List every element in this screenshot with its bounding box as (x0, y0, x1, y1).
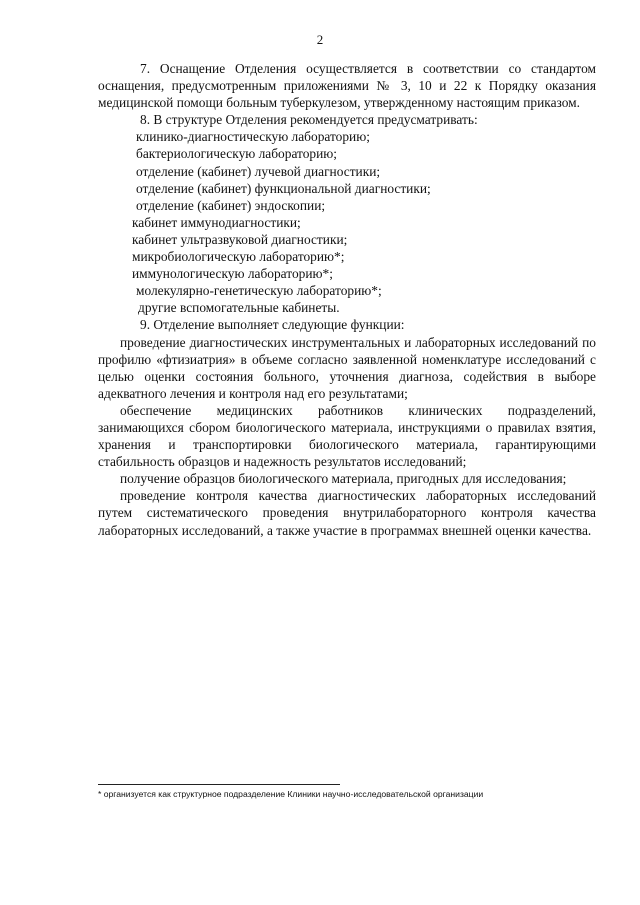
structure-item: отделение (кабинет) функциональной диагностики; (136, 180, 431, 196)
structure-item: клинико-диагностическую лабораторию; (136, 129, 370, 145)
structure-list (98, 128, 596, 316)
structure-item: молекулярно-генетическую лабораторию*; (136, 283, 382, 299)
footnote-divider (98, 784, 340, 785)
document-body (98, 60, 596, 539)
structure-item: иммунологическую лабораторию*; (132, 266, 333, 282)
paragraph-8: 8. В структуре Отделения рекомендуется предусматривать: (140, 112, 478, 128)
function-item: обеспечение медицинских работников клинических подразделений, занимающихся сбором биологического материала, инструкциями о правилах взятия, хранения и транспортировки биологического материала, гарантирующими стабильность образцов и надежность результатов исследований; (98, 402, 596, 470)
paragraph-9: 9. Отделение выполняет следующие функции: (140, 317, 405, 333)
functions-list (98, 334, 596, 539)
structure-item: другие вспомогательные кабинеты. (138, 300, 340, 316)
page-number: 2 (316, 32, 324, 47)
paragraph-7: 7. Оснащение Отделения осуществляется в соответствии со стандартом оснащения, предусмотренным приложениями № 3, 10 и 22 к Порядку оказания медицинской помощи больным туберкулезом, утвержденному настоящим приказом. (98, 61, 596, 111)
function-item: проведение контроля качества диагностических лабораторных исследований путем систематического проведения внутрилабораторного контроля качества лабораторных исследований, а также участие в программах внешней оценки качества. (98, 488, 596, 538)
structure-item: кабинет ультразвуковой диагностики; (132, 231, 348, 247)
structure-item: кабинет иммунодиагностики; (132, 214, 301, 230)
footnote: * организуется как структурное подразделение Клиники научно-исследовательской организации (98, 789, 484, 799)
structure-item: бактериологическую лабораторию; (136, 146, 337, 162)
structure-item: отделение (кабинет) эндоскопии; (136, 197, 326, 213)
structure-item: отделение (кабинет) лучевой диагностики; (136, 163, 381, 179)
function-item: получение образцов биологического материала, пригодных для исследования; (120, 471, 567, 487)
function-item: проведение диагностических инструментальных и лабораторных исследований по профилю «фтизиатрия» в объеме согласно заявленной номенклатуре исследований с целью оценки состояния больного, уточнения диагноза, содействия в выборе адекватного лечения и контроля над его результатами; (98, 334, 596, 401)
structure-item: микробиологическую лабораторию*; (132, 249, 345, 265)
